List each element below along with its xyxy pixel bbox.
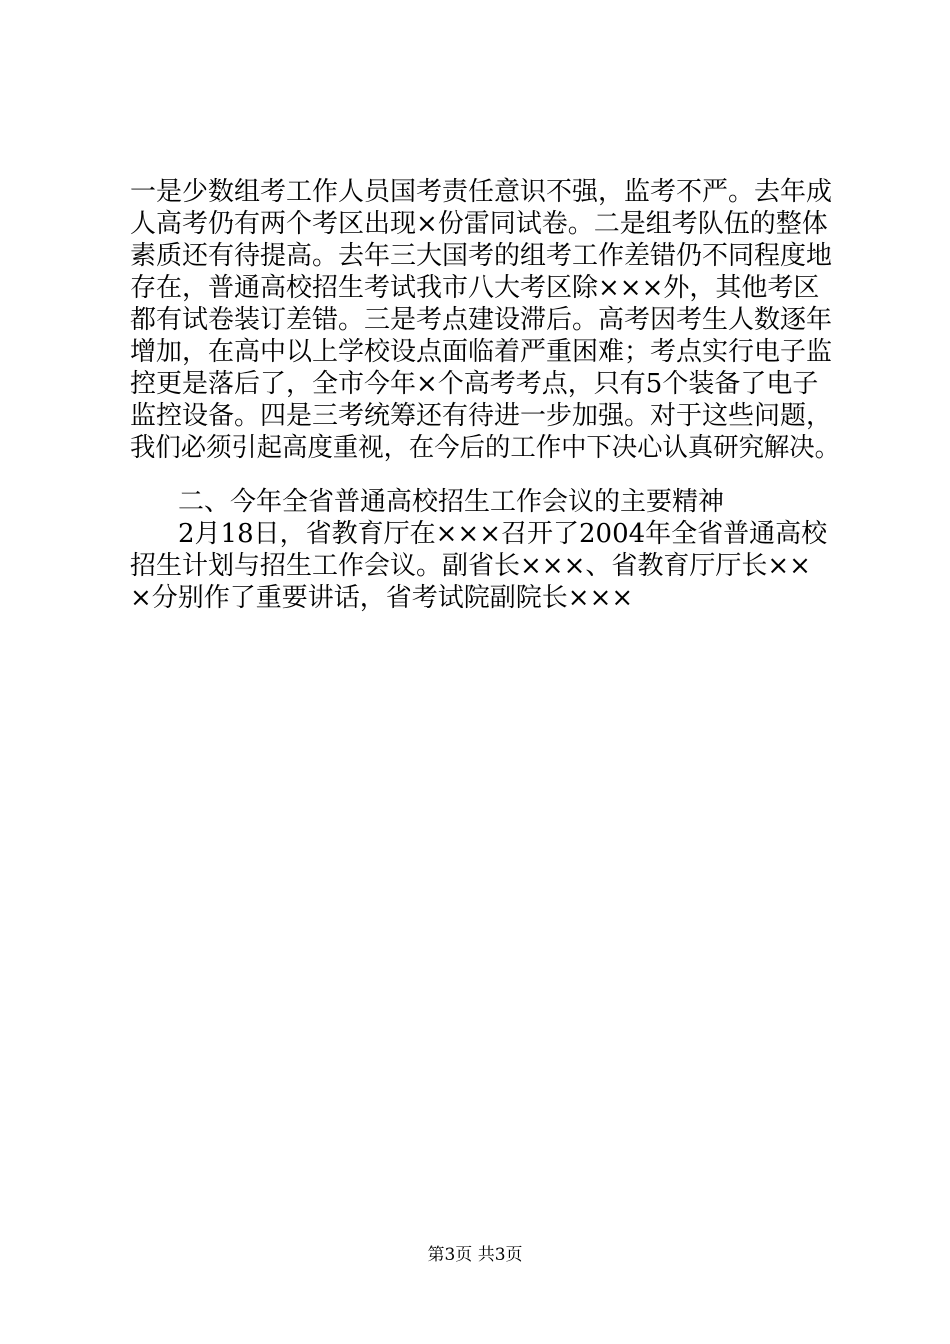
body-text-line: 人高考仍有两个考区出现×份雷同试卷。二是组考队伍的整体: [130, 209, 828, 239]
body-text-line: 我们必须引起高度重视，在今后的工作中下决心认真研究解决。: [130, 433, 841, 463]
body-text-line: 2月18日，省教育厅在×××召开了2004年全省普通高校: [178, 519, 828, 549]
body-text-line: 存在，普通高校招生考试我市八大考区除×××外，其他考区: [130, 273, 820, 303]
body-text-line: 控更是落后了，全市今年×个高考考点，只有5个装备了电子: [130, 369, 819, 399]
page-footer: 第3页 共3页: [427, 1245, 523, 1265]
body-text-line: 素质还有待提高。去年三大国考的组考工作差错仍不同程度地: [130, 241, 833, 271]
body-text-line: 招生计划与招生工作会议。副省长×××、省教育厅厅长××: [130, 551, 811, 581]
body-text-line: ×分别作了重要讲话，省考试院副院长×××: [130, 583, 634, 613]
body-text-line: 一是少数组考工作人员国考责任意识不强，监考不严。去年成: [130, 177, 833, 207]
body-text-line: 监控设备。四是三考统筹还有待进一步加强。对于这些问题，: [130, 401, 833, 431]
body-text-line: 增加，在高中以上学校设点面临着严重困难；考点实行电子监: [130, 337, 833, 367]
body-text-line: 都有试卷装订差错。三是考点建设滞后。高考因考生人数逐年: [130, 305, 833, 335]
section-heading: 二、今年全省普通高校招生工作会议的主要精神: [178, 487, 725, 517]
